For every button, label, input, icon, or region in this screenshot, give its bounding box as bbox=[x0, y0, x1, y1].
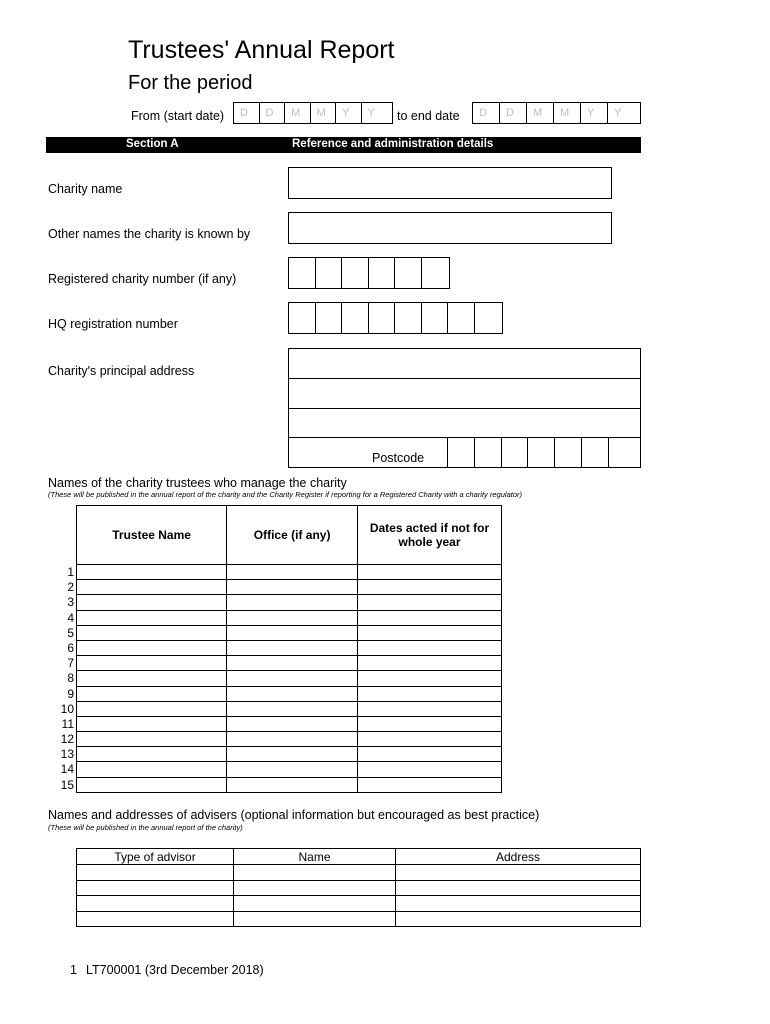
trustee-name-cell[interactable] bbox=[77, 686, 227, 701]
advisor-type-cell[interactable] bbox=[77, 911, 234, 927]
row-number: 12 bbox=[60, 732, 74, 747]
advisor-name-cell[interactable] bbox=[234, 896, 396, 912]
table-row bbox=[77, 911, 641, 927]
digit-cell[interactable] bbox=[342, 258, 369, 288]
office-cell[interactable] bbox=[227, 777, 358, 792]
office-cell[interactable] bbox=[227, 625, 358, 640]
row-number: 11 bbox=[61, 716, 74, 731]
dates-cell[interactable] bbox=[358, 656, 502, 671]
table-row bbox=[77, 656, 502, 671]
other-names-label: Other names the charity is known by bbox=[48, 227, 251, 241]
trustee-row-numbers bbox=[50, 565, 74, 793]
row-number: 9 bbox=[67, 686, 74, 701]
dates-cell[interactable] bbox=[358, 640, 502, 655]
dates-cell[interactable] bbox=[358, 610, 502, 625]
end-date-field[interactable] bbox=[472, 102, 641, 124]
start-date-field[interactable] bbox=[233, 102, 393, 124]
hq-number-input[interactable] bbox=[288, 302, 503, 334]
row-number: 15 bbox=[60, 777, 74, 792]
col-advisor-type: Type of advisor bbox=[77, 849, 234, 865]
advisers-table bbox=[76, 848, 641, 927]
other-names-input[interactable] bbox=[288, 212, 612, 244]
col-dates-acted: Dates acted if not for whole year bbox=[358, 506, 502, 565]
address-line-1[interactable] bbox=[289, 349, 640, 379]
start-date-year-2[interactable]: Y bbox=[367, 107, 375, 119]
charity-name-input[interactable] bbox=[288, 167, 612, 199]
table-row bbox=[77, 686, 502, 701]
hq-number-label: HQ registration number bbox=[48, 317, 178, 331]
dates-cell[interactable] bbox=[358, 686, 502, 701]
office-cell[interactable] bbox=[227, 595, 358, 610]
digit-cell[interactable] bbox=[475, 303, 502, 333]
trustee-name-cell[interactable] bbox=[77, 762, 227, 777]
digit-cell[interactable] bbox=[369, 258, 396, 288]
dates-cell[interactable] bbox=[358, 671, 502, 686]
trustee-name-cell[interactable] bbox=[77, 701, 227, 716]
digit-cell[interactable] bbox=[395, 303, 422, 333]
dates-cell[interactable] bbox=[358, 580, 502, 595]
office-cell[interactable] bbox=[227, 686, 358, 701]
section-header-bar bbox=[46, 137, 641, 153]
office-cell[interactable] bbox=[227, 671, 358, 686]
office-cell[interactable] bbox=[227, 762, 358, 777]
table-row bbox=[77, 565, 502, 580]
digit-cell[interactable] bbox=[369, 303, 396, 333]
dates-cell[interactable] bbox=[358, 701, 502, 716]
end-date-label: to end date bbox=[397, 109, 460, 123]
start-date-year-1[interactable]: Y bbox=[336, 103, 362, 123]
trustee-name-cell[interactable] bbox=[77, 656, 227, 671]
section-heading: Reference and administration details bbox=[292, 138, 494, 150]
row-number: 13 bbox=[60, 747, 74, 762]
advisor-address-cell[interactable] bbox=[396, 880, 641, 896]
start-date-label: From (start date) bbox=[131, 109, 225, 123]
page-title: Trustees' Annual Report bbox=[128, 36, 395, 64]
reg-number-label: Registered charity number (if any) bbox=[48, 272, 237, 286]
end-date-day-1[interactable]: D bbox=[473, 103, 500, 123]
row-number: 4 bbox=[67, 610, 74, 625]
dates-cell[interactable] bbox=[358, 716, 502, 731]
dates-cell[interactable] bbox=[358, 747, 502, 762]
end-date-year-2[interactable]: Y bbox=[614, 107, 622, 119]
row-number: 2 bbox=[67, 580, 74, 595]
trustee-name-cell[interactable] bbox=[77, 671, 227, 686]
table-row bbox=[77, 625, 502, 640]
digit-cell[interactable] bbox=[316, 303, 343, 333]
start-date-day-2[interactable]: D bbox=[260, 103, 286, 123]
advisor-name-cell[interactable] bbox=[234, 911, 396, 927]
col-advisor-address: Address bbox=[396, 849, 641, 865]
table-row bbox=[77, 640, 502, 655]
row-number: 6 bbox=[67, 640, 74, 655]
postcode-cell[interactable] bbox=[448, 437, 475, 467]
advisor-address-cell[interactable] bbox=[396, 896, 641, 912]
trustee-name-cell[interactable] bbox=[77, 640, 227, 655]
digit-cell[interactable] bbox=[289, 303, 316, 333]
row-number: 1 bbox=[67, 565, 74, 579]
row-number: 7 bbox=[67, 656, 74, 671]
table-row bbox=[77, 701, 502, 716]
digit-cell[interactable] bbox=[342, 303, 369, 333]
row-number: 5 bbox=[67, 625, 74, 640]
office-cell[interactable] bbox=[227, 640, 358, 655]
office-cell[interactable] bbox=[227, 565, 358, 580]
advisor-type-cell[interactable] bbox=[77, 896, 234, 912]
advisers-note: (These will be published in the annual report of the charity) bbox=[48, 823, 243, 832]
trustee-name-cell[interactable] bbox=[77, 747, 227, 762]
table-row bbox=[77, 595, 502, 610]
office-cell[interactable] bbox=[227, 732, 358, 747]
trustee-name-cell[interactable] bbox=[77, 625, 227, 640]
col-advisor-name: Name bbox=[234, 849, 396, 865]
end-date-year-1[interactable]: Y bbox=[581, 103, 608, 123]
table-row bbox=[77, 671, 502, 686]
table-row bbox=[77, 732, 502, 747]
dates-cell[interactable] bbox=[358, 762, 502, 777]
charity-name-label: Charity name bbox=[48, 182, 123, 196]
trustees-heading: Names of the charity trustees who manage the charity bbox=[48, 476, 347, 490]
digit-cell[interactable] bbox=[448, 303, 475, 333]
dates-cell[interactable] bbox=[358, 565, 502, 580]
trustees-note: (These will be published in the annual report of the charity and the Charity Register if reporting for a Registered Charity with a charity regulator) bbox=[48, 490, 522, 499]
trustee-name-cell[interactable] bbox=[77, 732, 227, 747]
digit-cell[interactable] bbox=[422, 303, 449, 333]
address-label: Charity's principal address bbox=[48, 364, 195, 378]
col-trustee-name: Trustee Name bbox=[77, 506, 227, 565]
postcode-cell[interactable] bbox=[609, 437, 636, 467]
trustee-name-cell[interactable] bbox=[77, 580, 227, 595]
table-header-row bbox=[77, 506, 502, 565]
office-cell[interactable] bbox=[227, 656, 358, 671]
trustee-name-cell[interactable] bbox=[77, 716, 227, 731]
dates-cell[interactable] bbox=[358, 777, 502, 792]
address-input[interactable] bbox=[288, 348, 641, 468]
digit-cell[interactable] bbox=[289, 258, 316, 288]
dates-cell[interactable] bbox=[358, 625, 502, 640]
row-number: 14 bbox=[60, 762, 74, 777]
row-number: 10 bbox=[60, 701, 74, 716]
postcode-cell[interactable] bbox=[475, 437, 502, 467]
end-date-day-2[interactable]: D bbox=[500, 103, 527, 123]
footer-page-number: 1 bbox=[70, 963, 77, 977]
office-cell[interactable] bbox=[227, 747, 358, 762]
dates-cell[interactable] bbox=[358, 732, 502, 747]
table-row bbox=[77, 747, 502, 762]
postcode-cell[interactable] bbox=[528, 437, 555, 467]
table-row bbox=[77, 880, 641, 896]
office-cell[interactable] bbox=[227, 580, 358, 595]
advisor-type-cell[interactable] bbox=[77, 865, 234, 881]
table-row bbox=[77, 716, 502, 731]
address-line-3[interactable] bbox=[289, 409, 640, 438]
office-cell[interactable] bbox=[227, 716, 358, 731]
advisor-name-cell[interactable] bbox=[234, 880, 396, 896]
start-date-day-1[interactable]: D bbox=[234, 103, 260, 123]
reg-number-input[interactable] bbox=[288, 257, 450, 289]
advisor-address-cell[interactable] bbox=[396, 865, 641, 881]
advisor-name-cell[interactable] bbox=[234, 865, 396, 881]
table-row bbox=[77, 580, 502, 595]
table-row bbox=[77, 777, 502, 792]
table-header-row bbox=[77, 849, 641, 865]
office-cell[interactable] bbox=[227, 701, 358, 716]
advisor-address-cell[interactable] bbox=[396, 911, 641, 927]
table-row bbox=[77, 865, 641, 881]
postcode-cell[interactable] bbox=[502, 437, 529, 467]
trustee-name-cell[interactable] bbox=[77, 610, 227, 625]
address-line-2[interactable] bbox=[289, 379, 640, 409]
trustee-name-cell[interactable] bbox=[77, 777, 227, 792]
trustee-name-cell[interactable] bbox=[77, 595, 227, 610]
advisers-heading: Names and addresses of advisers (optional information but encouraged as best practice) bbox=[48, 808, 540, 822]
page-subtitle: For the period bbox=[128, 72, 253, 94]
table-row bbox=[77, 762, 502, 777]
table-row bbox=[77, 610, 502, 625]
digit-cell[interactable] bbox=[395, 258, 422, 288]
office-cell[interactable] bbox=[227, 610, 358, 625]
footer-form-code: LT700001 (3rd December 2018) bbox=[86, 963, 264, 977]
postcode-input[interactable] bbox=[447, 437, 640, 467]
row-number: 8 bbox=[67, 671, 74, 686]
row-number: 3 bbox=[67, 595, 74, 610]
advisor-type-cell[interactable] bbox=[77, 880, 234, 896]
end-date-month-1[interactable]: M bbox=[527, 103, 554, 123]
start-date-month-2[interactable]: M bbox=[311, 103, 337, 123]
section-label: Section A bbox=[126, 138, 179, 150]
postcode-label: Postcode bbox=[372, 451, 425, 465]
dates-cell[interactable] bbox=[358, 595, 502, 610]
trustee-name-cell[interactable] bbox=[77, 565, 227, 580]
start-date-month-1[interactable]: M bbox=[285, 103, 311, 123]
col-office: Office (if any) bbox=[227, 506, 358, 565]
table-row bbox=[77, 896, 641, 912]
postcode-cell[interactable] bbox=[582, 437, 609, 467]
digit-cell[interactable] bbox=[316, 258, 343, 288]
end-date-month-2[interactable]: M bbox=[554, 103, 581, 123]
trustees-table bbox=[76, 505, 502, 793]
digit-cell[interactable] bbox=[422, 258, 449, 288]
postcode-cell[interactable] bbox=[555, 437, 582, 467]
